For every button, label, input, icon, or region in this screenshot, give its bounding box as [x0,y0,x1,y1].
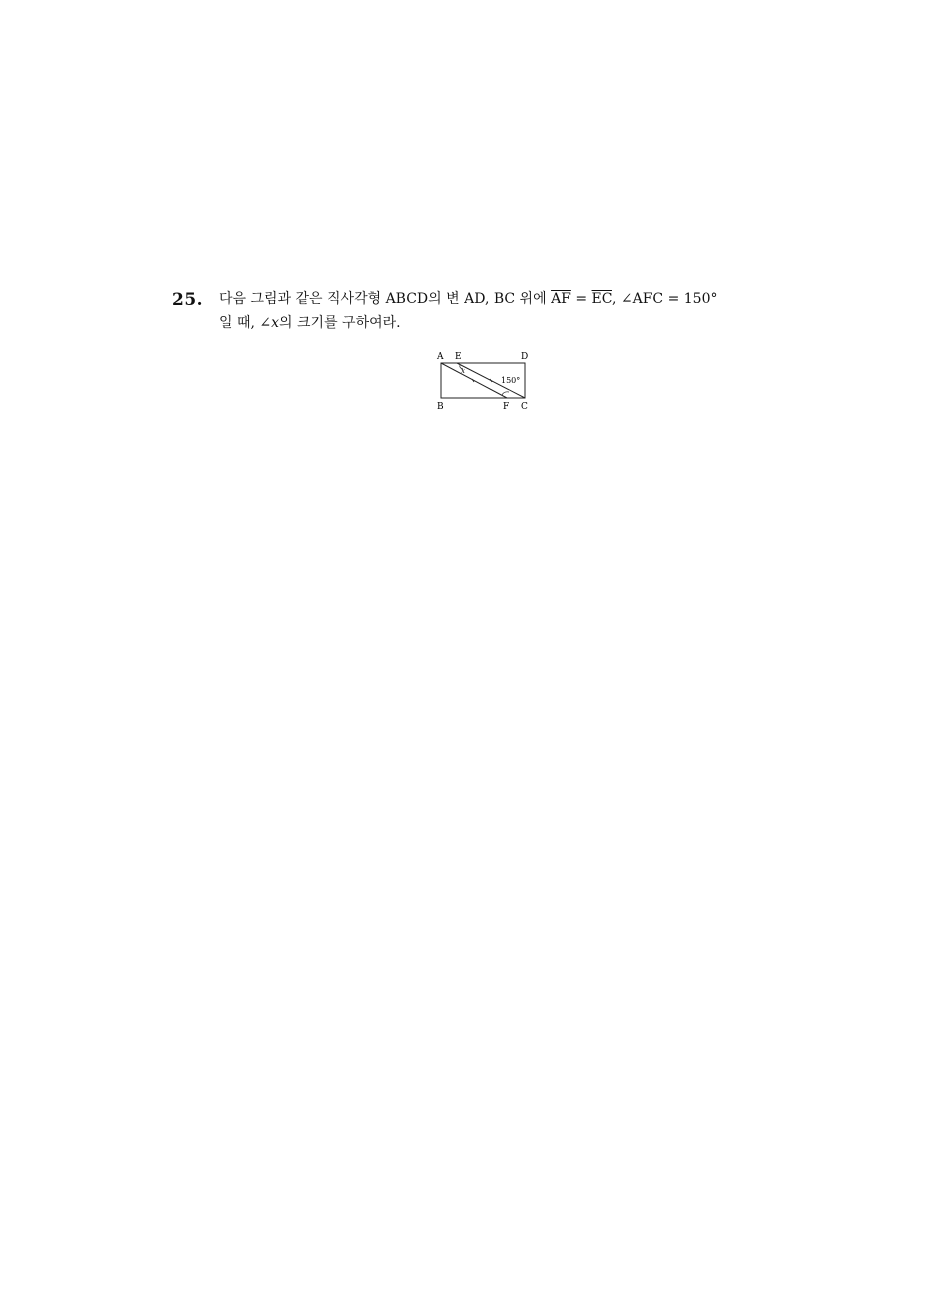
segment-af-line [441,363,507,398]
label-angle-x: x [461,367,465,375]
label-f: F [503,402,510,412]
label-a: A [437,352,444,362]
variable-x: x [271,315,280,331]
angle-arc-150 [502,392,509,395]
problem-number: 25. [172,290,204,310]
label-c: C [521,402,528,412]
problem-line-2 [219,311,779,335]
label-angle-150: 150° [501,376,521,385]
problem-text [219,287,779,335]
label-b: B [437,402,444,412]
label-e: E [455,352,462,362]
line2-text-b: 의 크기를 구하여라. [279,315,401,331]
line1-text-b: , ∠AFC = 150° [611,291,718,307]
segment-ec: $\overline{EC}$ [591,291,612,307]
label-d: D [521,352,529,362]
line1-text-a: 다음 그림과 같은 직사각형 ABCD의 변 AD, BC 위에 [219,291,552,307]
problem-line-1 [219,287,779,311]
rectangle-figure [432,348,536,416]
equals-sign: = [570,291,592,307]
segment-af: $\overline{AF}$ [551,291,571,307]
line2-text-a: 일 때, ∠ [219,315,272,331]
